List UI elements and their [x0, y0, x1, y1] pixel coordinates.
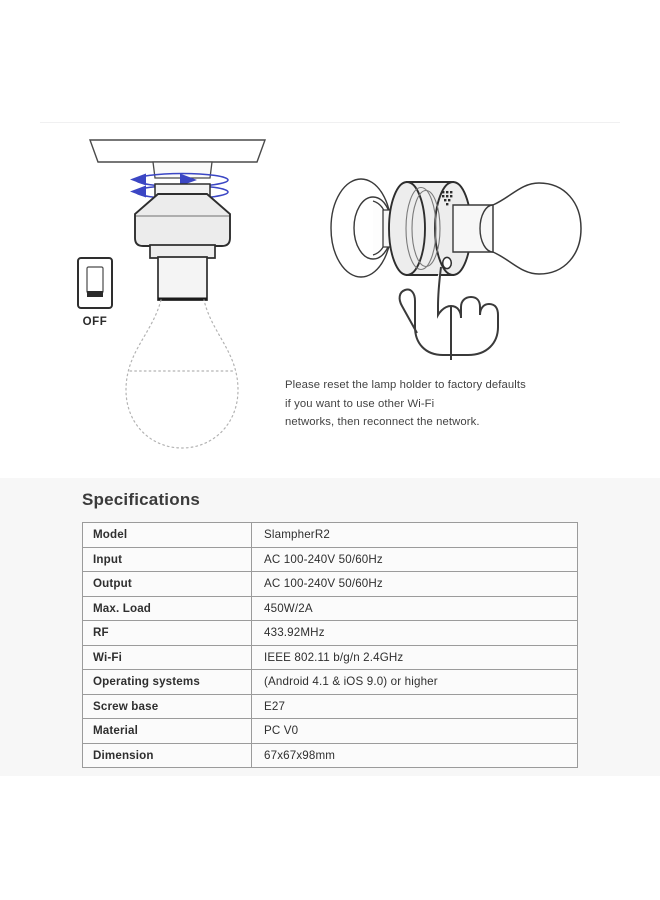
table-row	[83, 621, 578, 646]
reset-instruction-text	[285, 376, 605, 432]
section-divider	[40, 122, 620, 123]
spec-value-cell: (Android 4.1 & iOS 9.0) or higher	[252, 670, 578, 695]
spec-label-cell: Max. Load	[83, 596, 252, 621]
spec-value-cell: 67x67x98mm	[252, 743, 578, 768]
table-row	[83, 523, 578, 548]
spec-value-cell: 433.92MHz	[252, 621, 578, 646]
reset-note-line-3: networks, then reconnect the network.	[285, 416, 480, 428]
spec-label-cell: Screw base	[83, 694, 252, 719]
spec-label-cell: RF	[83, 621, 252, 646]
light-bulb	[493, 183, 581, 274]
hand-pressing	[400, 267, 498, 360]
spec-value-cell: IEEE 802.11 b/g/n 2.4GHz	[252, 645, 578, 670]
table-row	[83, 719, 578, 744]
spec-value-cell: 450W/2A	[252, 596, 578, 621]
spec-label-cell: Operating systems	[83, 670, 252, 695]
lamp-holder-screw-shaft	[158, 257, 207, 300]
table-row	[83, 547, 578, 572]
wall-switch	[78, 258, 112, 308]
spec-label-cell: Wi-Fi	[83, 645, 252, 670]
reset-note-line-2: if you want to use other Wi-Fi	[285, 397, 435, 410]
table-row	[83, 645, 578, 670]
reset-button	[443, 257, 452, 268]
specifications-table	[82, 522, 578, 768]
spec-label-cell: Output	[83, 572, 252, 597]
reset-note-line-1: Please reset the lamp holder to factory defaults	[285, 379, 526, 391]
spec-label-cell: Input	[83, 547, 252, 572]
ceiling-plate	[90, 140, 265, 162]
table-row	[83, 670, 578, 695]
table-row	[83, 694, 578, 719]
lamp-holder-body	[135, 194, 230, 246]
spec-value-cell: PC V0	[252, 719, 578, 744]
table-row	[83, 572, 578, 597]
spec-value-cell: AC 100-240V 50/60Hz	[252, 572, 578, 597]
ceiling-mount-illustration	[60, 128, 290, 463]
specifications-heading: Specifications	[82, 490, 201, 509]
lamp-holder-skirt	[150, 245, 215, 258]
reset-button-press-illustration	[325, 155, 610, 360]
spec-label-cell: Model	[83, 523, 252, 548]
spec-label-cell: Material	[83, 719, 252, 744]
dashed-bulb-outline	[126, 300, 238, 448]
table-row	[83, 596, 578, 621]
spec-value-cell: SlampherR2	[252, 523, 578, 548]
wall-switch-label: OFF	[82, 316, 108, 328]
table-row	[83, 743, 578, 768]
spec-value-cell: E27	[252, 694, 578, 719]
spec-value-cell: AC 100-240V 50/60Hz	[252, 547, 578, 572]
spec-label-cell: Dimension	[83, 743, 252, 768]
specifications-section	[0, 478, 660, 776]
specifications-table-body	[83, 523, 578, 768]
